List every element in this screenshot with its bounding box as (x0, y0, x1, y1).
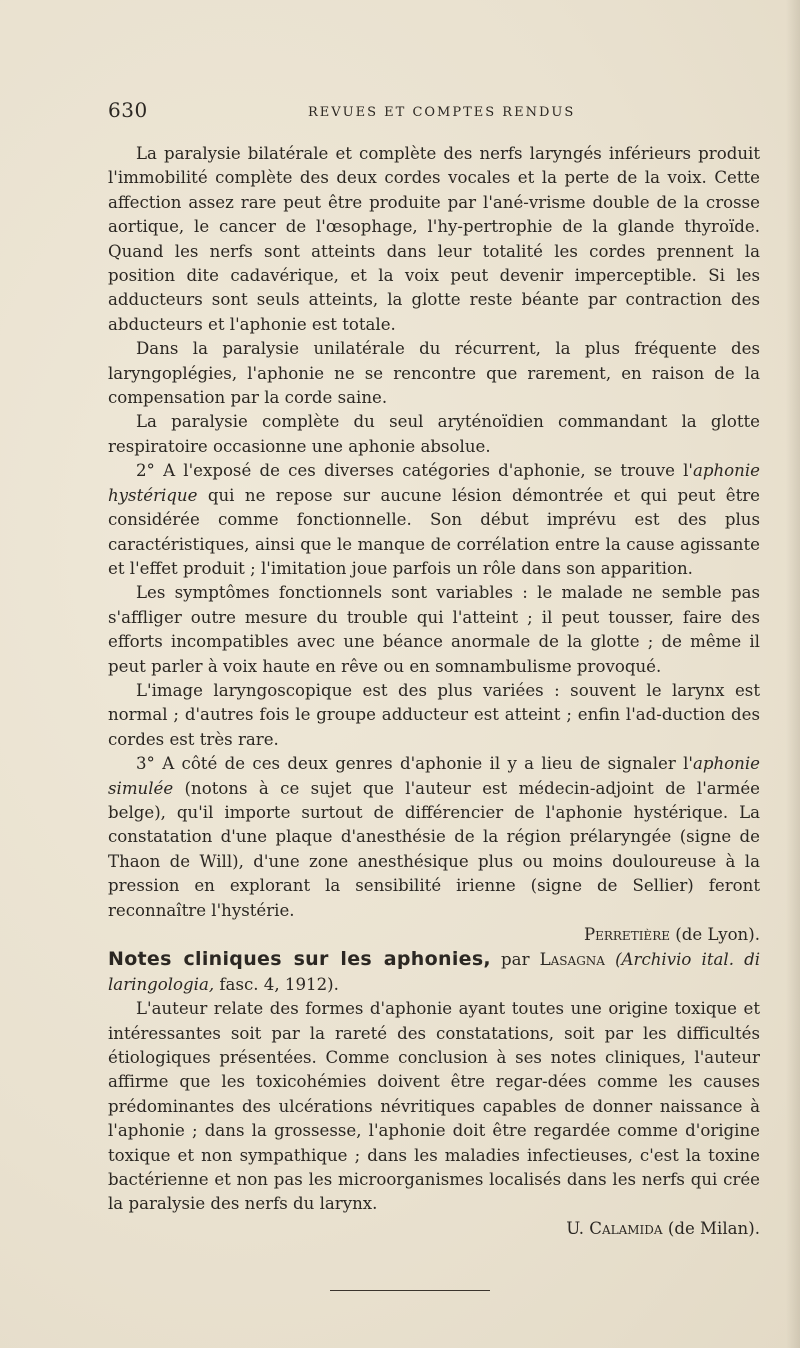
paragraph: La paralysie complète du seul aryténoïdien commandant la glotte respiratoire occasionne une aphonie absolue. (108, 412, 760, 456)
paragraph: Les symptômes fonctionnels sont variables : le malade ne semble pas s'affliger outre mesure du trouble qui l'atteint ; il peut tousser, faire des efforts incompatibles avec une béance anormale de la glotte ; de même il peut parler à voix haute en rêve ou en somnambulisme provoqué. (108, 583, 760, 676)
paragraph (108, 459, 760, 581)
emphasis-term: aphonie simulée (108, 754, 760, 798)
running-head: REVUES ET COMPTES RENDUS (308, 105, 576, 120)
review-issue: fasc. 4, 1912). (214, 974, 339, 994)
paragraph: L'auteur relate des formes d'aphonie ayant toutes une origine toxique et intéressantes soit par la rareté des constatations, soit par les difficultés étiologiques présentées. Comme conclusion à ses notes cliniques, l'auteur affirme que les toxicohémies doivent être regar-dées comme les causes prédominantes des ulcérations névritiques capables de donner naissance à l'aphonie ; dans la grossesse, l'aphonie doit être regardée comme d'origine toxique et non sympathique ; dans les maladies infectieuses, c'est la toxine bactérienne et non pas les microorganismes localisés dans les nerfs qui crée la paralysie des nerfs du larynx. (108, 999, 760, 1214)
paragraph: Dans la paralysie unilatérale du récurrent, la plus fréquente des laryngoplégies, l'aphonie ne se rencontre que rarement, en raison de la compensation par la corde saine. (108, 339, 760, 408)
body-text (108, 142, 760, 1241)
review-heading (108, 947, 760, 997)
paragraph: La paralysie bilatérale et complète des nerfs laryngés inférieurs produit l'immobilité complète des deux cordes vocales et la perte de la voix. Cette affection assez rare peut être produite par l'ané-vrisme double de la crosse aortique, le cancer de l'œsophage, l'hy-pertrophie de la glande thyroïde. Quand les nerfs sont atteints dans leur totalité les cordes prennent la position dite cadavérique, et la voix peut devenir imperceptible. Si les adducteurs sont seuls atteints, la glotte reste béante par contraction des abducteurs et l'aphonie est totale. (108, 144, 760, 334)
paragraph-text: (notons à ce sujet que l'auteur est médecin-adjoint de l'armée belge), qu'il importe surtout de différencier de l'aphonie hystérique. La constatation d'une plaque d'anesthésie de la région prélaryngée (signe de Thaon de Will), d'une zone anesthésique plus ou moins douloureuse à la pression en explorant la sensibilité irienne (signe de Sellier) feront reconnaître l'hystérie. (108, 778, 760, 920)
paragraph (108, 752, 760, 923)
reviewer-name: Perretière (583, 925, 670, 944)
section-rule (330, 1290, 490, 1291)
paragraph-text: 3° A côté de ces deux genres d'aphonie il y a lieu de signaler l' (136, 754, 693, 774)
reviewer-place: (de Milan). (662, 1218, 760, 1238)
review-by: par (490, 950, 540, 970)
reviewer-byline (108, 923, 760, 947)
review-author: Lasagna (539, 950, 605, 970)
review-title: Notes cliniques sur les aphonies, (108, 948, 491, 971)
page-number: 630 (108, 98, 148, 122)
page-header (108, 98, 758, 128)
review-source: (Archivio ital. di laringologia, (108, 950, 761, 994)
emphasis-term: aphonie hystérique (108, 461, 760, 505)
paragraph: L'image laryngoscopique est des plus variées : souvent le larynx est normal ; d'autres fois le groupe adducteur est atteint ; enfin l'ad-duction des cordes est très rare. (108, 680, 760, 749)
reviewer-place: (de Lyon). (670, 925, 760, 944)
paragraph-text: qui ne repose sur aucune lésion démontrée et qui peut être considérée comme fonctionnelle. Son début imprévu est des plus caractéristiques, ainsi que le manque de corrélation entre la cause agissante et l'effet produit ; l'imitation joue parfois un rôle dans son apparition. (108, 485, 760, 578)
page-edge-shadow (786, 0, 800, 1348)
paragraph-text: 2° A l'exposé de ces diverses catégories d'aphonie, se trouve l' (136, 461, 693, 481)
reviewer-name: U. Calamida (566, 1218, 663, 1238)
reviewer-byline (108, 1217, 760, 1241)
